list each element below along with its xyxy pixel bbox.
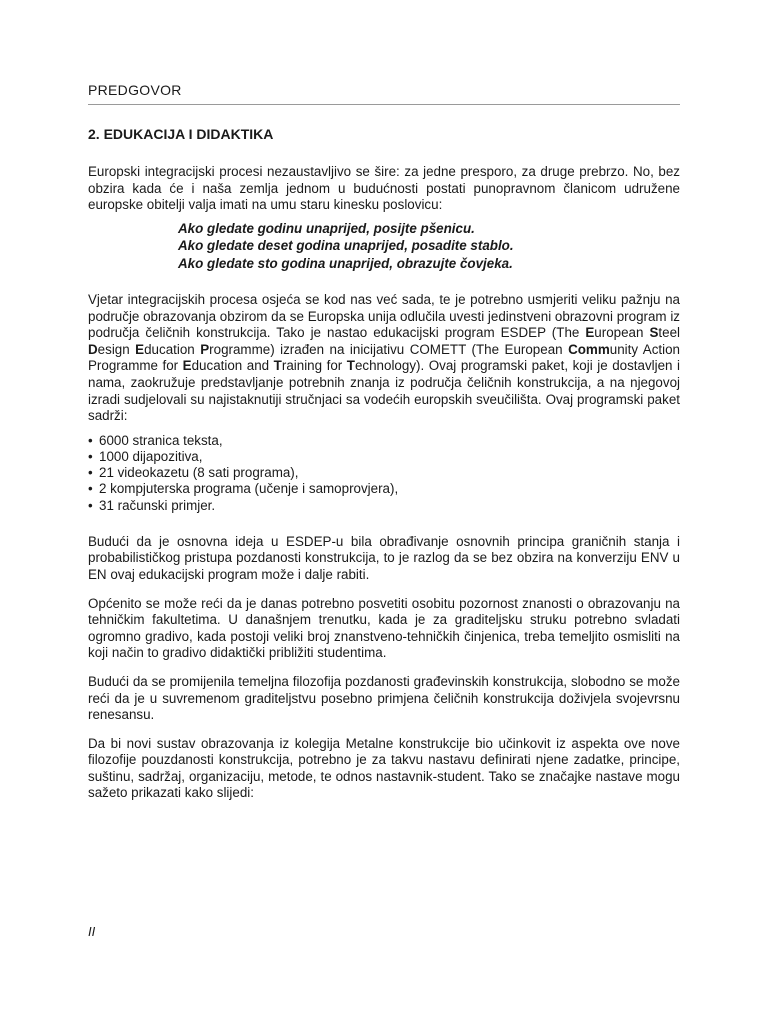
proverb-quote bbox=[178, 220, 680, 272]
paragraph: Budući da se promijenila temeljna filozofija pozdanosti građevinskih konstrukcija, slobodno se može reći da je u suvremenom graditeljstvu posebno primjena čeličnih konstrukcija doživjela svojevrsnu renesansu. bbox=[88, 673, 680, 723]
running-header: PREDGOVOR bbox=[88, 82, 182, 98]
paragraph: Budući da je osnovna ideja u ESDEP-u bila obrađivanje osnovnih principa graničnih stanja i probabilističkog pristupa pozdanosti konstrukcija, to je razlog da se bez obzira na konverziju ENV u EN ovaj edukacijski program može i dalje rabiti. bbox=[88, 533, 680, 582]
section-title: 2. EDUKACIJA I DIDAKTIKA bbox=[88, 126, 274, 142]
list-item: • 31 računski primjer. bbox=[88, 498, 680, 514]
body-text bbox=[88, 164, 680, 814]
header-rule bbox=[88, 104, 680, 105]
list-item: • 2 kompjuterska programa (učenje i samoprovjera), bbox=[88, 481, 680, 497]
quote-line: Ako gledate sto godina unaprijed, obrazujte čovjeka. bbox=[178, 255, 513, 271]
list-item: • 21 videokazetu (8 sati programa), bbox=[88, 465, 680, 481]
paragraph: Općenito se može reći da je danas potrebno posvetiti osobitu pozornost znanosti o obrazovanju na tehničkim fakultetima. U današnjem trenutku, kada je za graditeljsku struku potrebno svladati ogromno gradivo, kada postoji veliki broj znanstveno-tehničkih činjenica, treba temeljito osmisliti na koji način to gradivo didaktički približiti studentima. bbox=[88, 595, 680, 661]
esdep-paragraph: Vjetar integracijskih procesa osjeća se kod nas već sada, te je potrebno usmjeriti veliku pažnju na područje obrazovanja obzirom da se Europska unija odlučila uvesti jedinstveni obrazovni program iz područja čeličnih konstrukcija. Tako je nastao edukacijski program ESDEP (The European Steel Design Education Programme) izrađen na inicijativu COMETT (The European Community Action Programme for Education and Training for Technology). Ovaj programski paket, koji je dostavljen i nama, zaokružuje predstavljanje potrebnih znanja iz područja čeličnih konstrukcija, a na njegovoj izradi sudjelovali su najistaknutiji stručnjaci sa vodećih europskih sveučilišta. Ovaj programski paket sadrži: bbox=[88, 292, 681, 424]
list-item: • 1000 dijapozitiva, bbox=[88, 449, 680, 465]
quote-line: Ako gledate deset godina unaprijed, posadite stablo. bbox=[178, 238, 514, 254]
package-contents-list bbox=[88, 433, 680, 514]
quote-line: Ako gledate godinu unaprijed, posijte pšenicu. bbox=[178, 220, 475, 236]
page-number: II bbox=[88, 924, 96, 939]
list-item: • 6000 stranica teksta, bbox=[88, 433, 680, 449]
intro-paragraph: Europski integracijski procesi nezaustavljivo se šire: za jedne presporo, za druge prebrzo. No, bez obzira kada će i naša zemlja jednom u budućnosti postati punopravnom članicom udružene europske obitelji valja imati na umu staru kinesku poslovicu: bbox=[88, 164, 680, 213]
paragraph: Da bi novi sustav obrazovanja iz kolegija Metalne konstrukcije bio učinkovit iz aspekta ove nove filozofije pouzdanosti konstrukcija, potrebno je za takvu nastavu definirati njene zadatke, principe, suštinu, sadržaj, organizaciju, metode, te odnos nastavnik-student. Tako se značajke nastave mogu sažeto prikazati kako slijedi: bbox=[88, 735, 680, 801]
